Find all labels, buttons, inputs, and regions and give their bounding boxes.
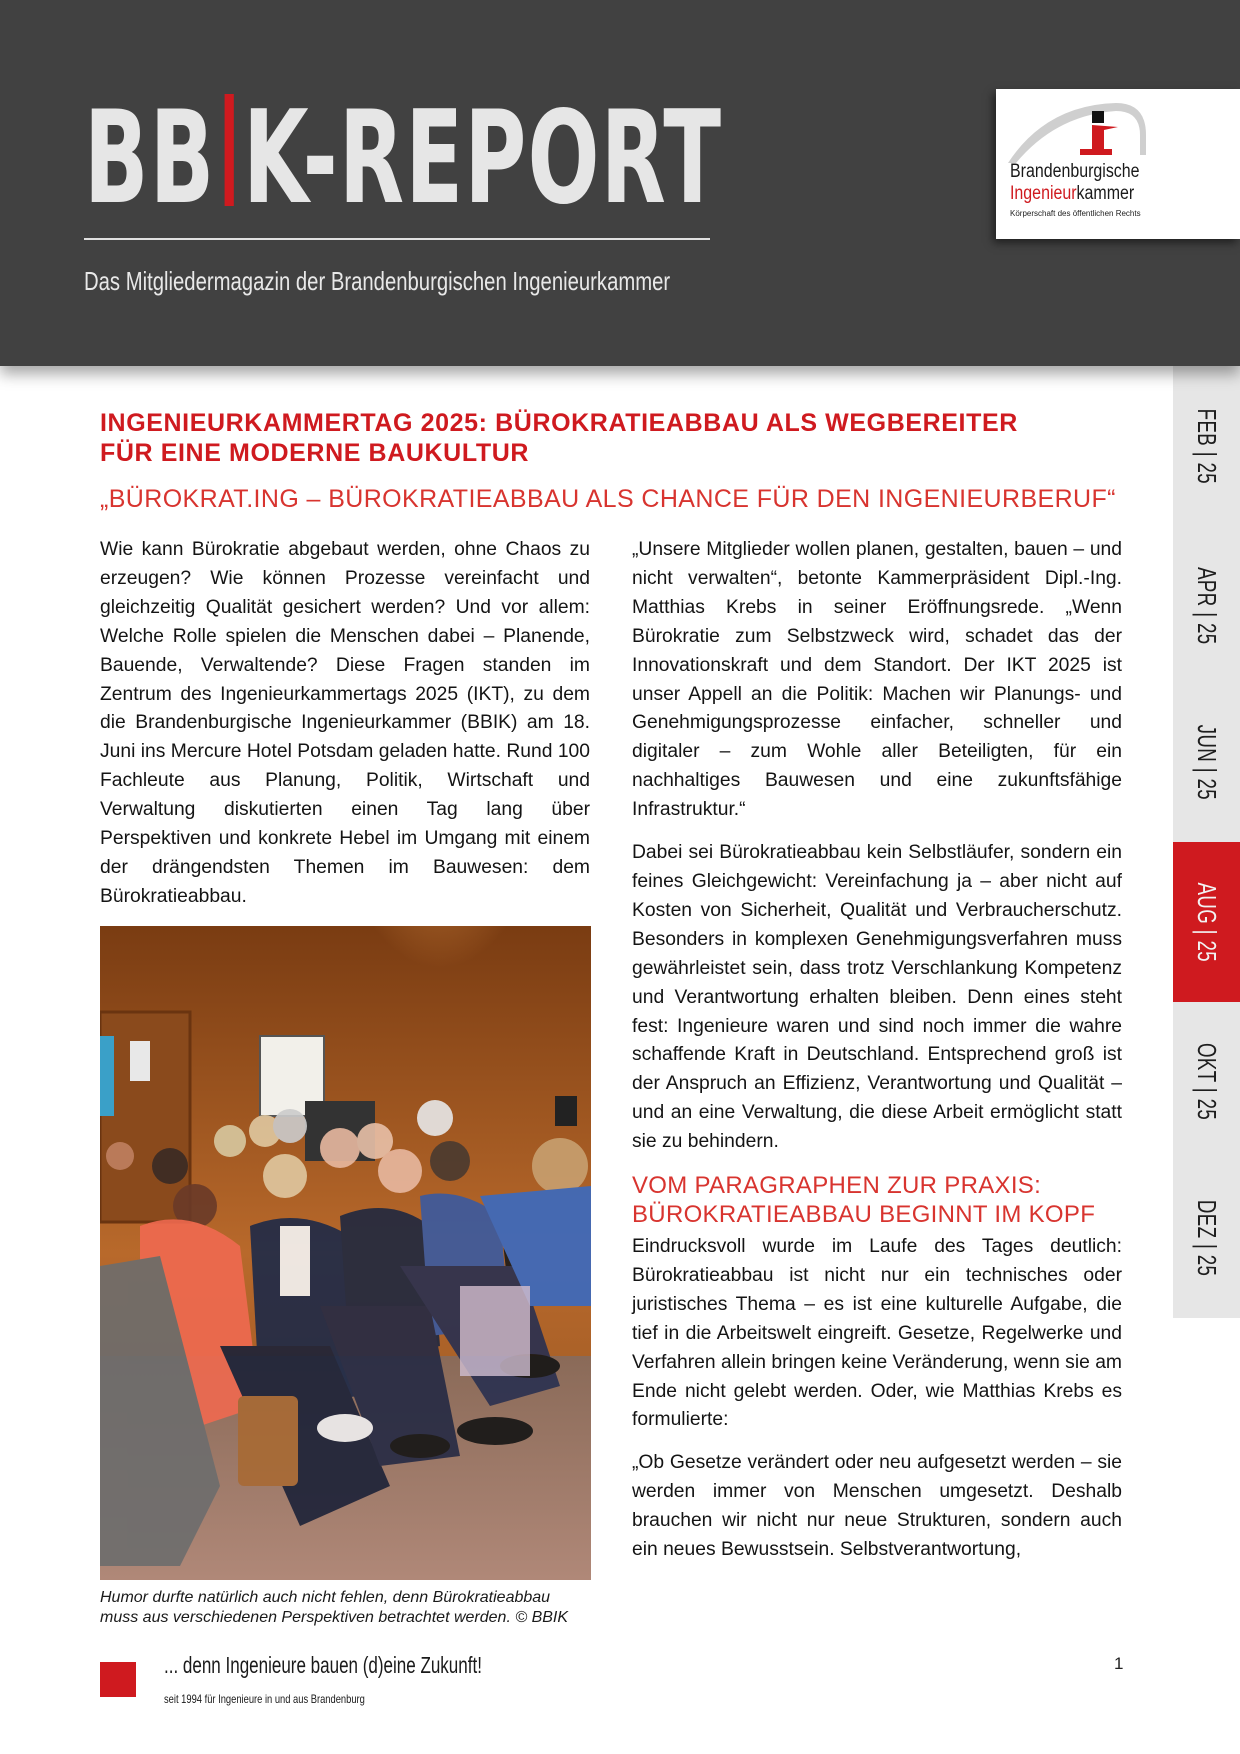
masthead-title [84,84,723,233]
logo-text-line1: Brandenburgische [1010,161,1140,182]
photo-caption: Humor durfte natürlich auch nicht fehlen, denn Bürokratieabbau muss aus verschiedenen Perspektiven betrachtet werden. © BBIK [100,1589,569,1626]
masthead-red-i [225,94,234,206]
balance-paragraph: Dabei sei Bürokratieabbau kein Selbstläufer, sondern ein feines Gleichgewicht: Vereinfachung ja – aber nicht auf Kosten von Sicherheit, Qualität und Verbraucherschutz. Besonders in komplexen Genehmigungsverfahren muss gewährleistet sein, dass trotz Verschlankung Kompetenz und Verantwortung erhalten bleiben. Denn eines steht fest: Ingenieure waren und sind noch immer die wahre schaffende Kraft in Deutschland. Entsprechend groß ist der Anspruch an Effizienz, Verantwortung und Qualität – und an eine Verwaltung, die diese Arbeit ermöglicht statt sie zu behindern. [632,842,1122,1153]
krebs-quote-paragraph: „Ob Gesetze verändert oder neu aufgesetzt werden – sie werden immer von Menschen umgesetzt. Deshalb brauchen wir nicht nur neue Strukturen, sondern auch ein neues Bewusstsein. Selbstverantwortung, [632,1452,1122,1561]
article-subtitle: „BÜROKRAT.ING – BÜROKRATIEABBAU ALS CHANCE FÜR DEN INGENIEURBERUF“ [100,485,1116,513]
article-column-right [632,536,1122,1579]
bbik-logo[interactable] [996,89,1240,239]
logo-arc-icon [1006,95,1156,165]
logo-text-line2: Ingenieurkammer [1010,183,1135,204]
issue-tab-okt-25[interactable]: OKT | 25 [1192,1043,1222,1121]
article-column-left [100,536,590,926]
issue-tab-jun-25[interactable]: JUN | 25 [1192,724,1222,800]
section-heading: VOM PARAGRAPHEN ZUR PRAXIS: BÜROKRATIEABBAU BEGINNT IM KOPF [632,1172,1096,1229]
culture-paragraph: Eindrucksvoll wurde im Laufe des Tages deutlich: Bürokratieabbau ist nicht nur ein technisches oder juristisches Thema – es ist eine kulturelle Aufgabe, die tief in die Arbeitswelt eingreift. Gesetze, Regelwerke und Verfahren allein bringen keine Veränderung, wenn sie am Ende nicht gelebt werden. Oder, wie Matthias Krebs es formulierte: [632,1236,1122,1431]
magazine-tagline: Das Mitgliedermagazin der Brandenburgischen Ingenieurkammer [84,266,671,296]
footer-red-square [100,1662,136,1697]
logo-subtitle: Körperschaft des öffentlichen Rechts [1010,209,1141,218]
masthead-bb: BB [84,84,216,233]
issue-tab-aug-25[interactable]: AUG | 25 [1173,842,1240,1002]
article-title: INGENIEURKAMMERTAG 2025: BÜROKRATIEABBAU ALS WEGBEREITER FÜR EINE MODERNE BAUKULTUR [100,409,1018,467]
footer-subline: seit 1994 für Ingenieure in und aus Brandenburg [164,1692,365,1706]
masthead-k-report: K-REPORT [243,84,723,233]
issue-tab-dez-25[interactable]: DEZ | 25 [1192,1199,1222,1277]
issue-tabs [1173,366,1240,1318]
intro-paragraph: Wie kann Bürokratie abgebaut werden, ohne Chaos zu erzeugen? Wie können Prozesse vereinfacht und gleichzeitig Qualität gesichert werden? Und vor allem: Welche Rolle spielen die Menschen dabei – Planende, Bauende, Verwaltende? Diese Fragen standen im Zentrum des Ingenieurkammertags 2025 (IKT), zu dem die Brandenburgische Ingenieurkammer (BBIK) am 18. Juni ins Mercure Hotel Potsdam geladen hatte. Rund 100 Fachleute aus Planung, Politik, Wirtschaft und Verwaltung diskutierten einen Tag lang über Perspektiven und konkrete Hebel im Umgang mit einem der drängendsten Themen im Bauwesen: dem Bürokratieabbau. [100,539,590,907]
issue-tab-feb-25[interactable]: FEB | 25 [1192,408,1222,484]
footer-motto: ... denn Ingenieure bauen (d)eine Zukunft! [164,1652,482,1678]
page-number: 1 [1114,1654,1124,1673]
issue-tab-apr-25[interactable]: APR | 25 [1192,567,1222,645]
event-photo [100,926,591,1580]
quote-paragraph: „Unsere Mitglieder wollen planen, gestalten, bauen – und nicht verwalten“, betonte Kammerpräsident Dipl.-Ing. Matthias Krebs in seiner Eröffnungsrede. „Wenn Bürokratie zum Selbstzweck wird, schadet das der Innovationskraft und dem Standort. Der IKT 2025 ist unser Appell an die Politik: Machen wir Planungs- und Genehmigungsprozesse einfacher, schneller und digitaler – zum Wohle aller Beteiligten, für ein nachhaltiges Bauwesen und eine zukunftsfähige Infrastruktur.“ [632,539,1122,821]
header-divider [84,238,710,240]
audience-photo-illustration [100,926,591,1580]
masthead-header [0,0,1240,366]
